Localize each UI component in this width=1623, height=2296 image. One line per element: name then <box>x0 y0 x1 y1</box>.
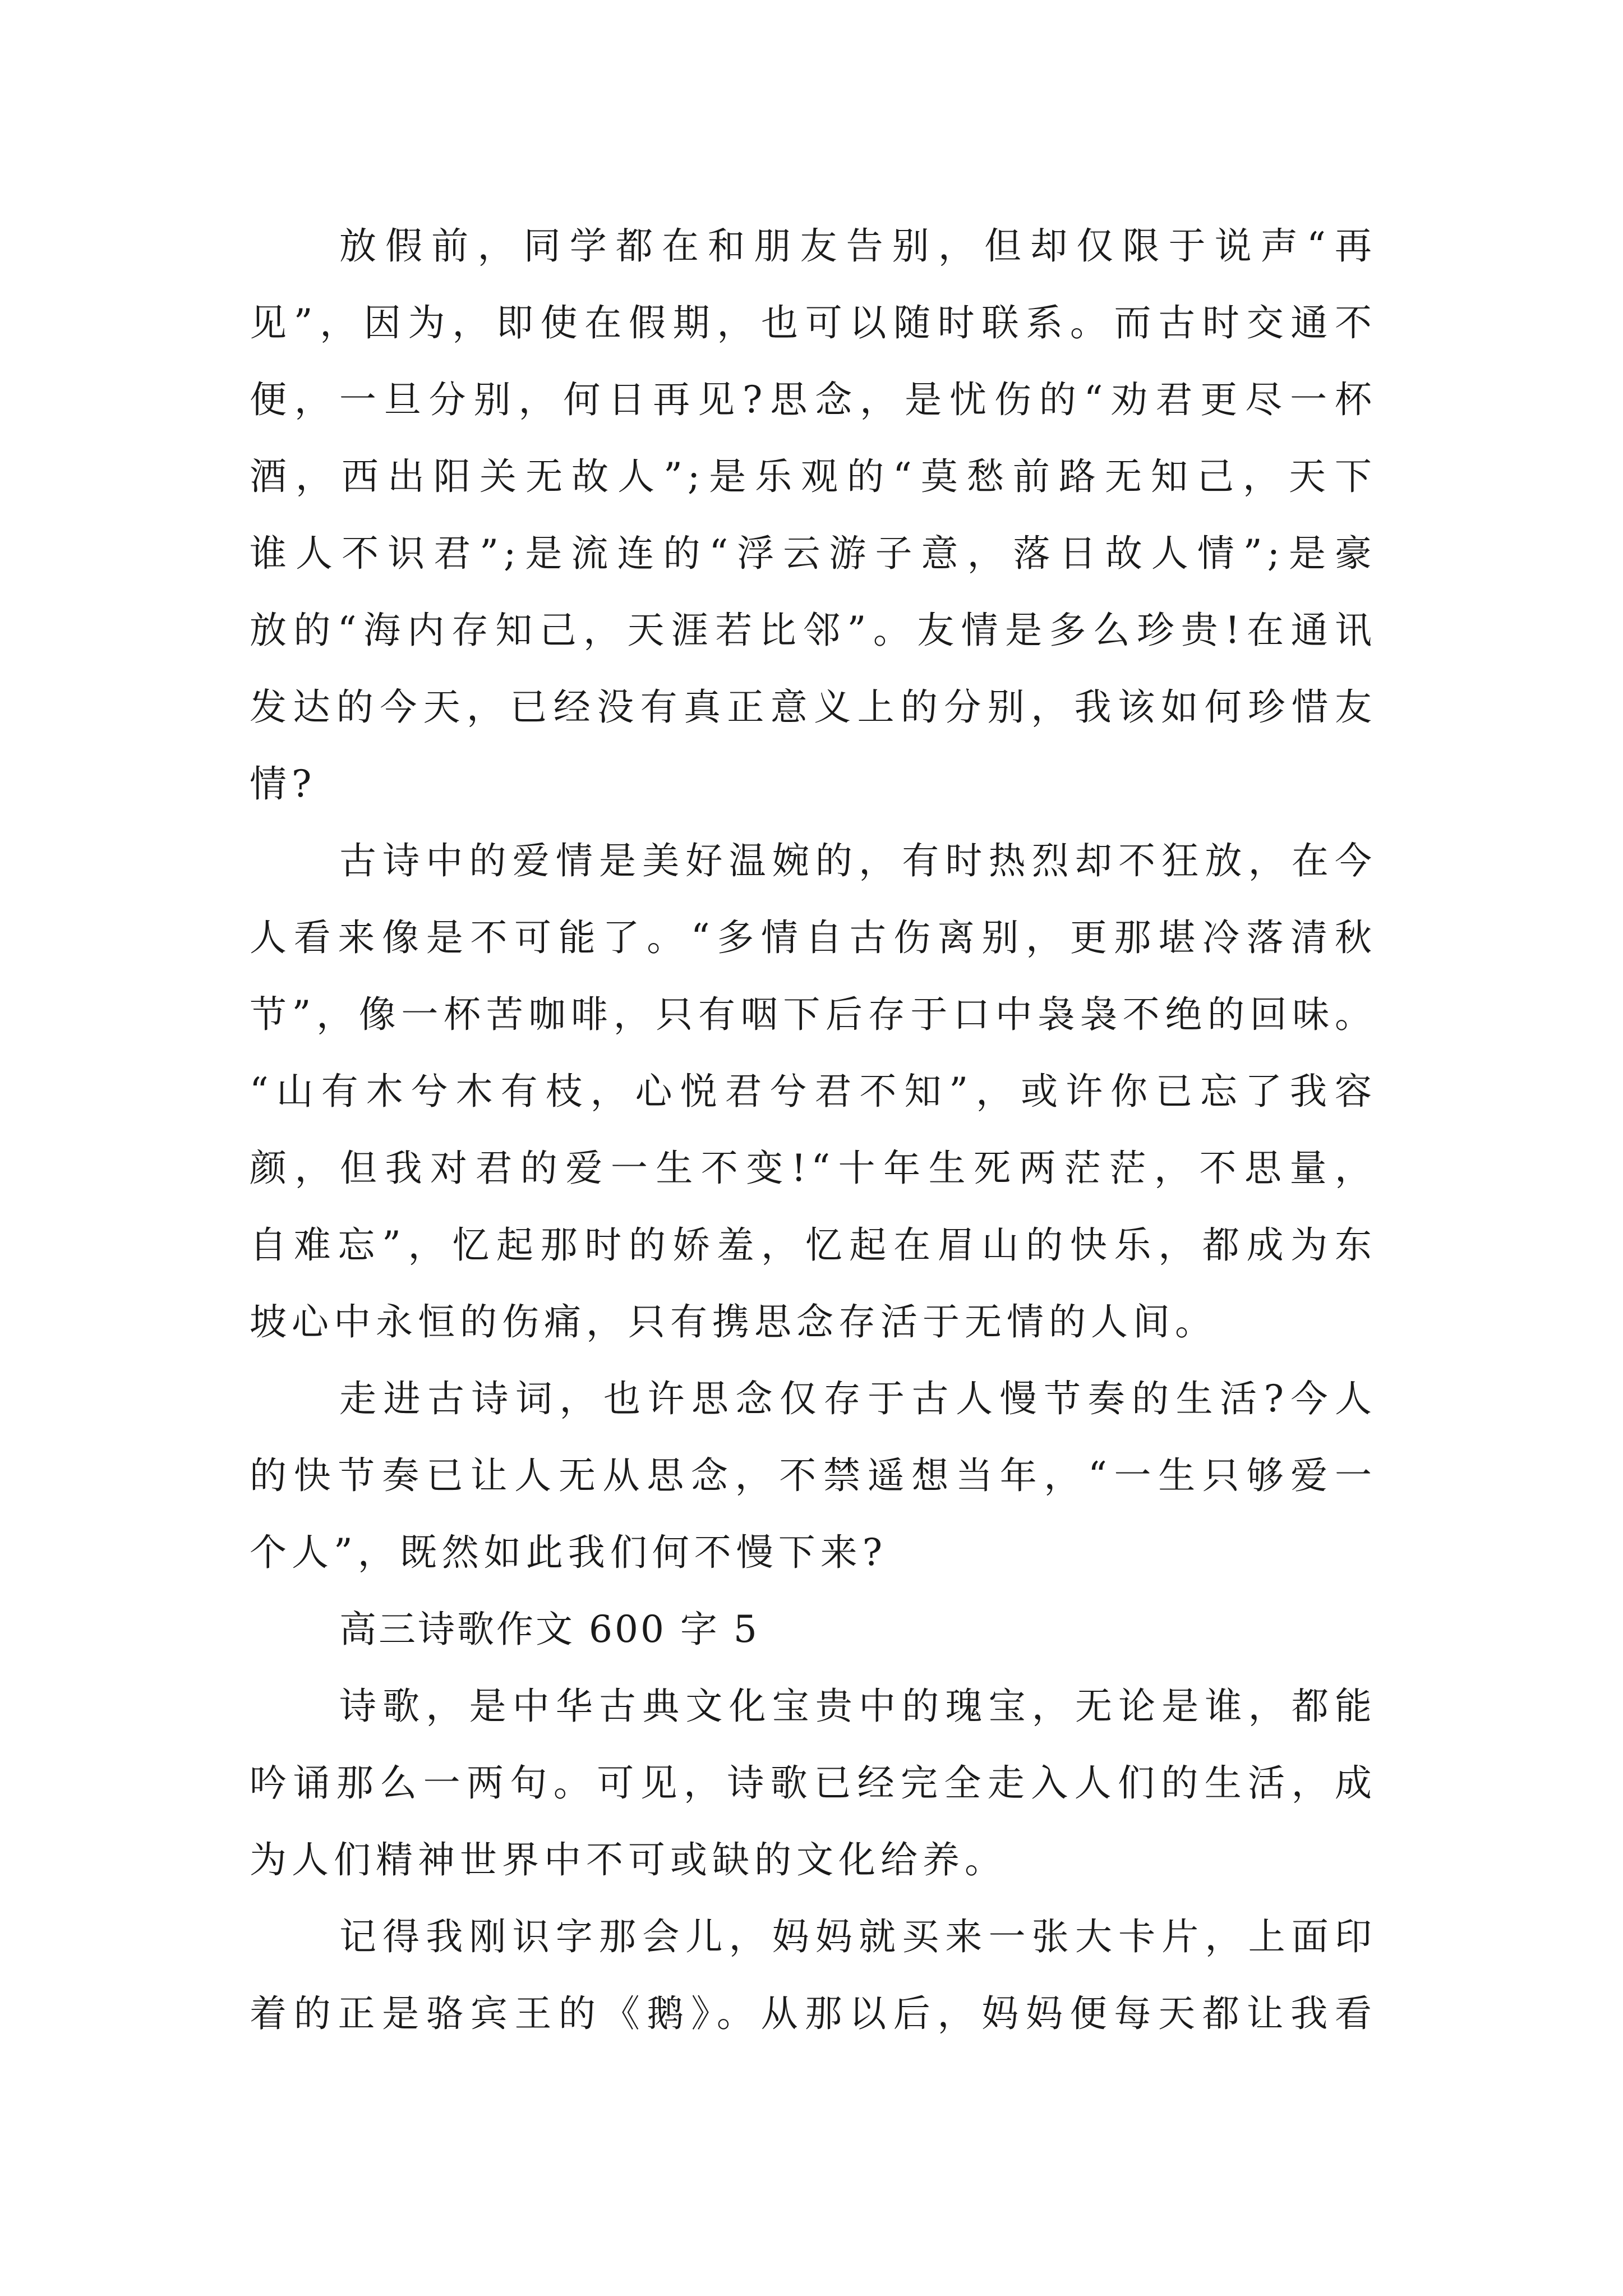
paragraph-line: 人看来像是不可能了。“多情自古伤离别，更那堪冷落清秋 <box>250 916 1377 959</box>
paragraph-line: 走进古诗词，也许思念仅存于古人慢节奏的生活?今人 <box>339 1377 1377 1420</box>
paragraph-line: 放的“海内存知己，天涯若比邻”。友情是多么珍贵!在通讯 <box>250 609 1377 652</box>
paragraph-line: 吟诵那么一两句。可见，诗歌已经完全走入人们的生活，成 <box>250 1761 1377 1805</box>
paragraph-line: 节”，像一杯苦咖啡，只有咽下后存于口中袅袅不绝的回味。 <box>250 993 1377 1036</box>
essay-body <box>250 208 1377 2052</box>
paragraph-line: 见”，因为，即使在假期，也可以随时联系。而古时交通不 <box>250 301 1377 344</box>
paragraph-line: 颜，但我对君的爱一生不变!“十年生死两茫茫，不思量， <box>250 1147 1377 1190</box>
paragraph-line: 诗歌，是中华古典文化宝贵中的瑰宝，无论是谁，都能 <box>339 1685 1377 1728</box>
paragraph-line: 着的正是骆宾王的《鹅》。从那以后，妈妈便每天都让我看 <box>250 1992 1377 2035</box>
section-heading: 高三诗歌作文 600 字 5 <box>339 1608 759 1651</box>
paragraph-line: 情? <box>250 762 317 806</box>
paragraph-line: 便，一旦分别，何日再见?思念，是忧伤的“劝君更尽一杯 <box>250 378 1377 421</box>
paragraph-line: 个人”，既然如此我们何不慢下来? <box>250 1531 888 1574</box>
paragraph-line: 坡心中永恒的伤痛，只有携思念存活于无情的人间。 <box>250 1300 1217 1343</box>
paragraph-line: 发达的今天，已经没有真正意义上的分别，我该如何珍惜友 <box>250 685 1377 729</box>
paragraph-line: 放假前，同学都在和朋友告别，但却仅限于说声“再 <box>339 224 1377 268</box>
paragraph-line: 谁人不识君”;是流连的“浮云游子意，落日故人情”;是豪 <box>250 532 1377 575</box>
paragraph-line: “山有木兮木有枝，心悦君兮君不知”，或许你已忘了我容 <box>250 1070 1377 1113</box>
paragraph-line: 为人们精神世界中不可或缺的文化给养。 <box>250 1838 1007 1881</box>
paragraph-line: 酒，西出阳关无故人”;是乐观的“莫愁前路无知己，天下 <box>250 455 1377 498</box>
paragraph-line: 记得我刚识字那会儿，妈妈就买来一张大卡片，上面印 <box>339 1915 1377 1958</box>
paragraph-line: 的快节奏已让人无从思念，不禁遥想当年，“一生只够爱一 <box>250 1454 1377 1497</box>
paragraph-line: 自难忘”，忆起那时的娇羞，忆起在眉山的快乐，都成为东 <box>250 1223 1377 1267</box>
paragraph-line: 古诗中的爱情是美好温婉的，有时热烈却不狂放，在今 <box>339 839 1377 882</box>
